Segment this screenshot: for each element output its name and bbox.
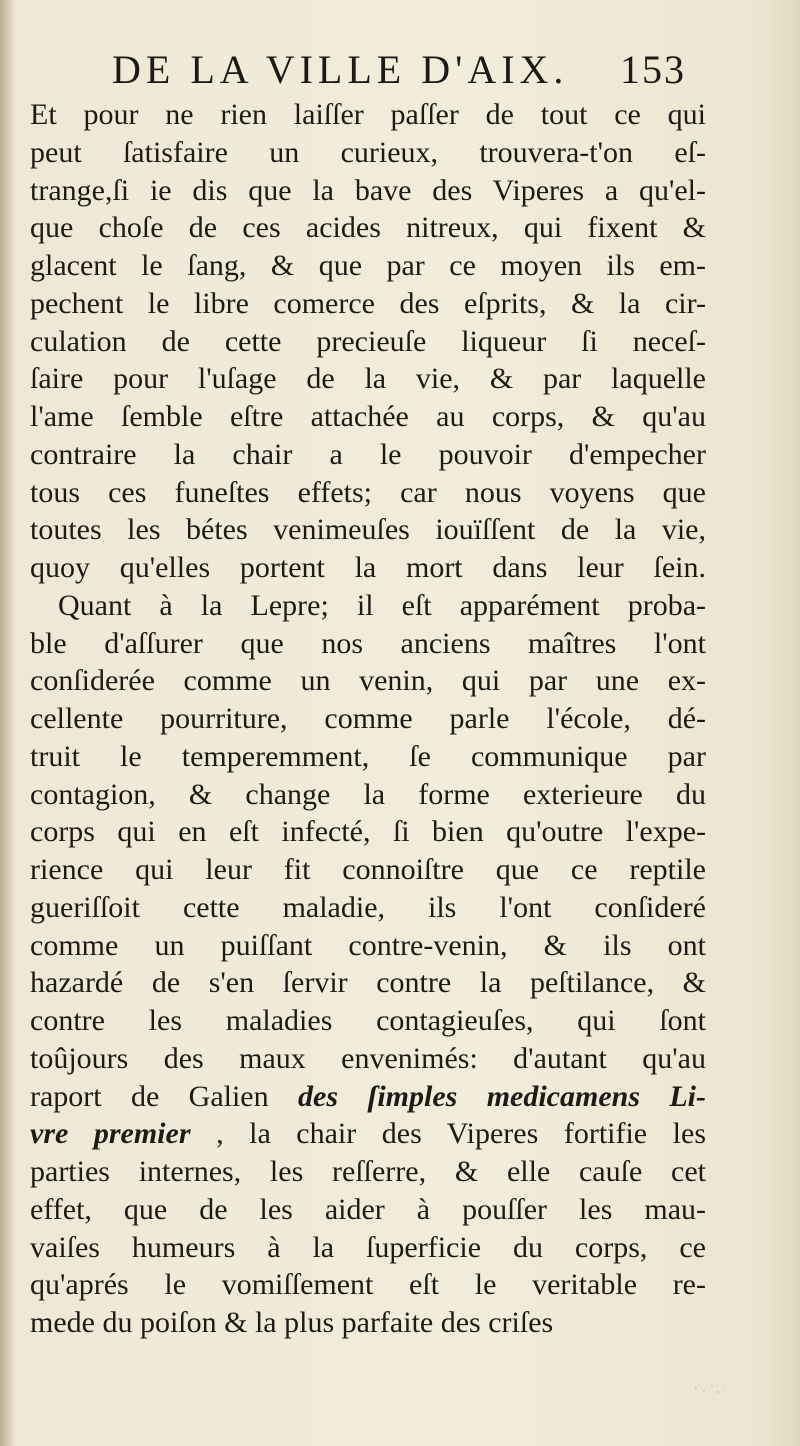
text-line: contre les maladies contagieuſes, qui ſont [30, 1004, 706, 1037]
text-line: mede du poiſon & la plus parfaite des criſes [30, 1306, 554, 1339]
text-line: toutes les bétes venimeuſes iouïſſent de la vie, [30, 513, 706, 547]
body-text [30, 96, 706, 1342]
text-line: culation de cette precieuſe liqueur ſi neceſ- [30, 324, 706, 358]
text-line: conſiderée comme un venin, qui par une ex- [30, 664, 706, 698]
text-line: quoy qu'elles portent la mort dans leur ſein. [30, 551, 706, 584]
text-line: vaiſes humeurs à la ſuperficie du corps, ce [30, 1230, 706, 1264]
text-line: pechent le libre comerce des eſprits, & la cir- [30, 286, 706, 320]
text-line: comme un puiſſant contre-venin, & ils ont [30, 928, 706, 962]
text-line: hazardé de s'en ſervir contre la peſtilance, & [30, 966, 706, 1000]
text-line: l'ame ſemble eſtre attachée au corps, & qu'au [30, 400, 706, 433]
text-line: corps qui en eſt infecté, ſi bien qu'outre l'expe- [30, 815, 706, 849]
gutter-shadow [0, 0, 14, 1446]
text-line: effet, que de les aider à pouſſer les mau- [30, 1192, 706, 1226]
text-line: Et pour ne rien laiſſer paſſer de tout ce qui [30, 98, 706, 131]
text-line: glacent le ſang, & que par ce moyen ils em- [30, 249, 706, 282]
text-line: truit le temperemment, ſe communique par [30, 739, 706, 773]
page-number: 153 [620, 47, 686, 92]
text-run: , la chair des Viperes fortifie les [216, 1117, 706, 1151]
text-run: raport de Galien [30, 1079, 269, 1113]
text-line: contagion, & change la forme exterieure du [30, 777, 706, 811]
italic-title: vre premier [30, 1117, 191, 1151]
text-line: cellente pourriture, comme parle l'école, dé- [30, 702, 706, 735]
text-line: gueriſſoit cette maladie, ils l'ont conſideré [30, 890, 706, 924]
text-line: qu'aprés le vomiſſement eſt le veritable re- [30, 1268, 706, 1302]
text-line: parties internes, les reſſerre, & elle cauſe cet [30, 1155, 706, 1188]
paragraph-start-line: Quant à la Lepre; il eſt apparément proba- [58, 588, 706, 622]
text-line: toûjours des maux envenimés: d'autant qu'au [30, 1041, 706, 1075]
text-line-mixed [30, 1078, 706, 1116]
text-line: contraire la chair a le pouvoir d'empecher [30, 437, 706, 471]
text-line-mixed [30, 1115, 706, 1153]
text-line: peut ſatisfaire un curieux, trouvera-t'on eſ- [30, 135, 706, 169]
text-line: trange,ſi ie dis que la bave des Viperes a qu'el- [30, 173, 706, 207]
text-line: ble d'aſſurer que nos anciens maîtres l'ont [30, 626, 706, 660]
text-line: que choſe de ces acides nitreux, qui fixent & [30, 211, 706, 245]
text-line: tous ces funeſtes effets; car nous voyens que [30, 475, 706, 509]
italic-title: des ſimples medicamens Li- [298, 1079, 706, 1113]
paper-specks [690, 1380, 730, 1400]
page-edge [764, 0, 800, 1446]
text-line: rience qui leur fit connoiſtre que ce reptile [30, 853, 706, 886]
page-header [0, 44, 800, 92]
running-head: DE LA VILLE D'AIX. [112, 47, 569, 92]
text-line: ſaire pour l'uſage de la vie, & par laquelle [30, 362, 706, 396]
